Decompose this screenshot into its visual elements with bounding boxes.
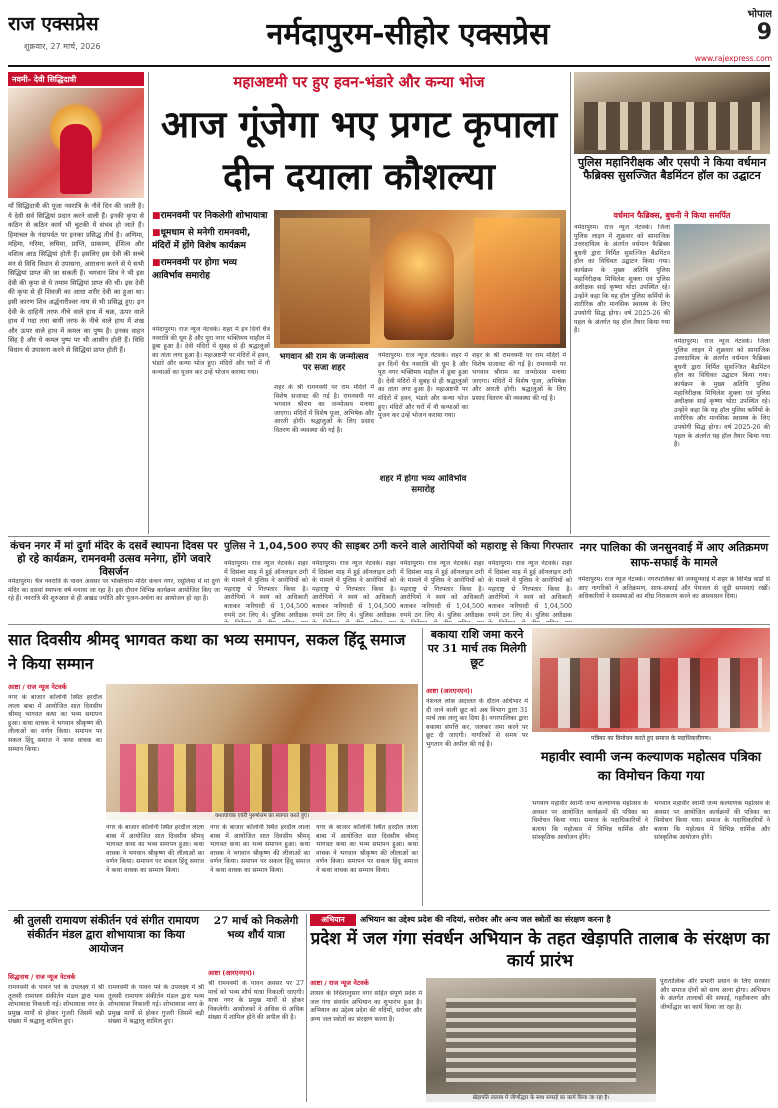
mahavir-body-col1: भगवान महावीर स्वामी जन्म कल्याणक महोत्सव के अवसर पर आयोजित कार्यक्रमों की पत्रिका का विमोचन किया गया। समाज के पदाधिकारियों ने बताया कि महोत्सव में विभिन्न धार्मिक और सांस्कृतिक आयोजन होंगे।: [532, 800, 648, 842]
brand-logo: राज एक्सप्रेस: [8, 13, 99, 35]
lead-photo: [274, 210, 566, 348]
bhagwat-body-col4: नगर के बाजार कॉलोनी स्थित हरदौल लाला बाबा में आयोजित सात दिवसीय श्रीमद् भागवत कथा का भव्य समापन हुआ। कथा वाचक ने भगवान श्रीकृष्ण की लीलाओं का वर्णन किया। समापन पर सकल हिंदू समाज ने कथा वाचक का सम्मान किया।: [316, 824, 418, 874]
lead-bullets: [152, 210, 270, 322]
bhagwat-photo-crowd: [120, 744, 404, 814]
cyber-body-col4: नर्मदापुरम। राज न्यूज नेटवर्क। शहर में दिसंबर माह में हुई ऑनलाइन ठगी के मामले में पुलिस ने आरोपियों को महाराष्ट्र से गिरफ्तार किया है। आरोपियों ने स्वयं को अधिकारी बताकर फरियादी से 1,04,500 रुपये ठग लिए थे। पुलिस अधीक्षक: [488, 560, 572, 619]
dues-body: नेशनल लोक अदालत के दौरान अधिभार में दी जाने वाली छूट को अब विभाग द्वारा 31 मार्च तक लागू कर दिया है। नगरपालिका द्वारा बकाया संपत्ति कर, जलकर जमा करने पर छूट दी जाएगी। नागरिकों से समय पर भुगतान की अपील की गई है।: [426, 698, 528, 748]
cyber-body-col1: नर्मदापुरम। राज न्यूज नेटवर्क। शहर में दिसंबर माह में हुई ऑनलाइन ठगी के मामले में पुलिस ने आरोपियों को महाराष्ट्र से गिरफ्तार किया है। आरोपियों ने स्वयं को अधिकारी बताकर फरियादी से 1,04,500 रुपये ठग लिए थे। पुलिस अधीक्षक: [224, 560, 308, 619]
police-photo: [574, 72, 770, 154]
lead-bullet: ■ रामनवमी पर होगा भव्य आविर्भाव समारोह: [152, 257, 270, 283]
mahavir-photo-people: [540, 658, 762, 728]
lead-photo-idol: [384, 230, 454, 340]
goddess-image: [8, 88, 144, 198]
edition-title: नर्मदापुरम-सीहोर एक्सप्रेस: [266, 17, 550, 52]
lead-body-col3: शहर के श्री रामनवमी पर राम मंदिरों में विशेष सजावट की गई है। रामनवमी पर भगवान श्रीराम का जन्मोत्सव मनाया जाएगा। मंदिरों में विशेष पूजा, अभिषेक और आरती होगी। श्रद्धालुओं के लिए प्रसाद वितरण की व्यवस्था की गई है।: [274, 384, 374, 434]
jal-photo-steps: [446, 998, 636, 1082]
lead-body-col5: शहर के श्री रामनवमी पर राम मंदिरों में विशेष सजावट की गई है। रामनवमी पर भगवान श्रीराम का जन्मोत्सव मनाया जाएगा। मंदिरों में विशेष पूजा, अभिषेक और आरती होगी। श्रद्धालुओं के लिए प्रसाद वितरण की व्यवस्था की गई है।: [472, 352, 566, 402]
police-body-col1: नर्मदापुरम। राज न्यूज नेटवर्क। जिला पुलिस लाइन में शुक्रवार को सामाजिक उत्तरदायित्व के अंतर्गत वर्धमान फैब्रिक्स बुधनी द्वारा निर्मित सुसज्जित बैडमिंटन हॉल का विधिवत उद्घाटन किया गया। कार्यक्रम के मुख्य अतिथि पुलिस महानिरीक्षक मिथिलेश शुक्ला एवं पुलिस अधीक्षक साई कृष्णा थोटा उपस्थित रहे। उन्होंने कहा कि यह हॉल पुलिस कर्मियों के शारीरिक और मानसिक स्वास्थ्य के लिए उपयोगी सिद्ध होगा। वर्ष 2025-26 की पहल के अंतर्गत यह हॉल तैयार किया गया है।: [574, 224, 670, 335]
issue-date: शुक्रवार, 27 मार्च, 2026: [24, 42, 101, 51]
jal-tag: अभियान: [310, 914, 356, 926]
bhagwat-body-col2: नगर के बाजार कॉलोनी स्थित हरदौल लाला बाबा में आयोजित सात दिवसीय श्रीमद् भागवत कथा का भव्य समापन हुआ। कथा वाचक ने भगवान श्रीकृष्ण की लीलाओं का वर्णन किया। समापन पर सकल हिंदू समाज ने कथा वाचक का सम्मान किया।: [106, 824, 204, 874]
left-column-text: माँ सिद्धिदात्री की पूजा नवरात्रि के नौवें दिन की जाती है। ये देवी सर्व सिद्धियां प्रदान करने वाली हैं। इनकी कृपा से कठिन से कठिन कार्य भी चुटकी में संभव हो जाते हैं। हिमाचल के नंदापर्वत पर इनका प्रसिद्ध तीर्थ है। अणिमा, महिमा, गरिमा, लघिमा, प्राप्ति, प्राकाम्य, ईशित्व और वशित्व आठ सिद्धियां होती हैं। इसलिए इस देवी की सच्चे मन से विधि विधान से उपासना, आराधना करने से ये सभी सिद्धियां प्राप्त की जा सकती हैं। भगवान शिव ने भी इस देवी की कृपा से ये तमाम सिद्धियां प्राप्त की थीं। इस देवी की कृपा से ही शिवजी का आधा शरीर देवी का हुआ था। इसी कारण शिव अर्द्धनारीश्वर नाम से भी प्रसिद्ध हुए। इन देवी के दाहिनी तरफ नीचे वाले हाथ में चक्र, ऊपर वाले हाथ में गदा तथा बायीं तरफ के नीचे वाले हाथ में शंख और ऊपर वाले हाथ में कमल का पुष्प है। इनका वाहन सिंह है और ये कमल पुष्प पर भी आसीन होती हैं। विधि विधान से उपासना करने से सिद्धियां प्राप्त होती हैं।: [8, 202, 144, 354]
mahavir-body-col2: भगवान महावीर स्वामी जन्म कल्याणक महोत्सव के अवसर पर आयोजित कार्यक्रमों की पत्रिका का विमोचन किया गया। समाज के पदाधिकारियों ने बताया कि महोत्सव में विभिन्न धार्मिक और सांस्कृतिक आयोजन होंगे।: [654, 800, 770, 842]
mahavir-photo: [532, 628, 770, 732]
mahavir-headline: महावीर स्वामी जन्म कल्याणक महोत्सव पत्रिका का विमोचन किया गया: [540, 750, 762, 784]
dues-dateline: आष्टा (आरएनएन)।: [426, 687, 473, 695]
cyber-body-col3: नर्मदापुरम। राज न्यूज नेटवर्क। शहर में दिसंबर माह में हुई ऑनलाइन ठगी के मामले में पुलिस ने आरोपियों को महाराष्ट्र से गिरफ्तार किया है। आरोपियों ने स्वयं को अधिकारी बताकर फरियादी से 1,04,500 रुपये ठग लिए थे। पुलिस अधीक्षक: [400, 560, 484, 619]
shaurya-body: श्री रामनवमी के पावन अवसर पर 27 मार्च को भव्य शौर्य यात्रा निकाली जाएगी। यात्रा नगर के प्रमुख मार्गों से होकर निकलेगी। आयोजकों ने अधिक से अधिक संख्या में शामिल होने की अपील की है।: [208, 980, 304, 1022]
left-column-kicker: नवमी- देवी सिद्धिदात्री: [8, 72, 144, 86]
lead-kicker: महाअष्टमी पर हुए हवन-भंडारे और कन्या भोज: [233, 73, 485, 91]
police-photo-people: [584, 102, 760, 150]
police-photo-2: [674, 224, 770, 334]
bhagwat-body-col3: नगर के बाजार कॉलोनी स्थित हरदौल लाला बाबा में आयोजित सात दिवसीय श्रीमद् भागवत कथा का भव्य समापन हुआ। कथा वाचक ने भगवान श्रीकृष्ण की लीलाओं का वर्णन किया। समापन पर सकल हिंदू समाज ने कथा वाचक का सम्मान किया।: [210, 824, 310, 874]
masthead: [0, 0, 778, 70]
cyber-body-col2: नर्मदापुरम। राज न्यूज नेटवर्क। शहर में दिसंबर माह में हुई ऑनलाइन ठगी के मामले में पुलिस ने आरोपियों को महाराष्ट्र से गिरफ्तार किया है। आरोपियों ने स्वयं को अधिकारी बताकर फरियादी से 1,04,500 रुपये ठग लिए थे। पुलिस अधीक्षक: [312, 560, 396, 619]
navratri-body: नर्मदापुरम। चैत्र नवरात्रि के पावन अवसर पर भक्तिधाम मंदिर कंचन नगर, रसूलिया में मां दुर्गा मंदिर का दसवां स्थापना वर्ष मनाया जा रहा है। इस दौरान विभिन्न कार्यक्रम आयोजित किए जा रहे हैं। नवरात्रि की शुरुआत से ही अखंड ज्योति और पूजन-अर्चना का आयोजन हो रहा है।: [8, 578, 220, 603]
lead-photo-shrine: [474, 218, 560, 344]
city-label: भोपाल: [747, 9, 772, 20]
page-number: 9: [756, 20, 772, 45]
goddess-figure: [60, 124, 92, 194]
lead-bullet: ■ धूमधाम से मनेगी रामनवमी, मंदिरों में होंगे विशेष कार्यक्रम: [152, 227, 270, 253]
dues-headline: बकाया राशि जमा करने पर 31 मार्च तक मिलेगी छूट: [427, 628, 527, 669]
jal-body: शासन के निर्देशानुसार नगर सहित संपूर्ण प्रदेश में जल गंगा संवर्धन अभियान का शुभारंभ हुआ है। अभियान का उद्देश्य प्रदेश की नदियों, सरोवर और अन्य जल स्त्रोतों का संरक्षण करना है।: [310, 990, 422, 1023]
shaurya-dateline: आष्टा (आरएनएन)।: [208, 969, 255, 977]
lead-subhead: शहर में होगा भव्य आविर्भाव समारोह: [379, 474, 467, 495]
bhagwat-body: नगर के बाजार कॉलोनी स्थित हरदौल लाला बाबा में आयोजित सात दिवसीय श्रीमद् भागवत कथा का भव्य समापन हुआ। कथा वाचक ने भगवान श्रीकृष्ण की लीलाओं का वर्णन किया। समापन पर सकल हिंदू समाज ने कथा वाचक का सम्मान किया।: [8, 694, 102, 753]
navratri-headline: कंचन नगर में मां दुर्गा मंदिर के दसवें स्थापना दिवस पर हो रहे कार्यक्रम, रामनवमी उत्सव मनेगा, होंगे जवारे विसर्जन: [10, 540, 218, 578]
bhagwat-photo: [106, 684, 418, 820]
lead-body-col4: नर्मदापुरम। राज न्यूज नेटवर्क। शहर में इन दिनों चैत्र नवरात्रि की धूम है और पूरा नगर भक्तिमय माहौल में डूबा हुआ है। देवी मंदिरों में सुबह से ही श्रद्धालुओं का तांता लगा हुआ है। महाअष्टमी पर मंदिरों में हवन, भंडारे और कन्या भोज हुए। मंदिरों और घरों में नौ कन्याओं का पूजन कर उन्हें भोजन कराया गया।: [378, 352, 468, 420]
jal-headline: प्रदेश में जल गंगा संवर्धन अभियान के तहत खेड़ापति तालाब के संरक्षण का कार्य प्रारंभ: [310, 929, 770, 971]
tulsi-dateline: सिद्धनाथ / राज न्यूज नेटवर्क: [8, 973, 76, 981]
mahavir-photo-caption: पत्रिका का विमोचन करते हुए समाज के पदाधिकारीगण।: [591, 735, 711, 742]
lead-bullet: ■ रामनवमी पर निकलेगी शोभायात्रा: [152, 210, 270, 223]
tulsi-body-col1: रामनवमी के पावन पर्व के उपलक्ष्य में श्री तुलसी रामायण संकीर्तन मंडल द्वारा भव्य शोभायात्रा निकाली गई। शोभायात्रा नगर के प्रमुख मार्गों से होकर गुजरी जिसमें बड़ी संख्या में श्रद्धालु शामिल हुए।: [8, 984, 104, 1026]
jal-dateline: आष्टा / राज न्यूज नेटवर्क: [310, 979, 369, 987]
police-headline: पुलिस महानिरीक्षक और एसपी ने किया वर्धमान फैब्रिक्स सुसज्जित बैडमिंटन हॉल का उद्घाटन: [577, 156, 767, 182]
tulsi-body-col2: रामनवमी के पावन पर्व के उपलक्ष्य में श्री तुलसी रामायण संकीर्तन मंडल द्वारा भव्य शोभायात्रा निकाली गई। शोभायात्रा नगर के प्रमुख मार्गों से होकर गुजरी जिसमें बड़ी संख्या में श्रद्धालु शामिल हुए।: [108, 984, 204, 1026]
bhagwat-headline: सात दिवसीय श्रीमद् भागवत कथा का भव्य समापन, सकल हिंदू समाज ने किया सम्मान: [8, 630, 406, 673]
lead-photo-caption: भगवान श्री राम के जन्मोत्सव पर सजा शहर: [279, 352, 369, 373]
municipal-headline: नगर पालिका की जनसुनवाई में आए अतिक्रमण साफ-सफाई के मामले: [579, 541, 769, 569]
bhagwat-dateline: आष्टा / राज न्यूज नेटवर्क: [8, 683, 67, 691]
shaurya-headline: 27 मार्च को निकलेगी भव्य शौर्य यात्रा: [213, 915, 299, 941]
bhagwat-photo-caption: कथावाचक एवंरी पुरुषोत्तम का स्वागत करते हुए।: [106, 812, 418, 820]
lead-photo-shrine-left: [280, 218, 370, 344]
cyber-headline: पुलिस ने 1,04,500 रुपए की साइबर ठगी करने वाले आरोपियों को महाराष्ट्र से किया गिरफ्तार: [224, 541, 573, 552]
police-subhead: वर्धमान फैब्रिक्स, बुधनी ने किया समर्पित: [613, 211, 731, 220]
tulsi-headline: श्री तुलसी रामायण संकीर्तन एवं संगीत रामायण संकीर्तन मंडल द्वारा शोभायात्रा का किया आयोजन: [13, 914, 199, 955]
website[interactable]: www.rajexpress.com: [694, 54, 772, 63]
jal-photo: [426, 978, 656, 1102]
jal-kicker: अभियान का उद्देश्य प्रदेश की नदियां, सरोवर और अन्य जल स्त्रोतों का संरक्षण करना है: [360, 915, 611, 924]
police-body-col2: नर्मदापुरम। राज न्यूज नेटवर्क। जिला पुलिस लाइन में शुक्रवार को सामाजिक उत्तरदायित्व के अंतर्गत वर्धमान फैब्रिक्स बुधनी द्वारा निर्मित सुसज्जित बैडमिंटन हॉल का विधिवत उद्घाटन किया गया। कार्यक्रम के मुख्य अतिथि पुलिस महानिरीक्षक मिथिलेश शुक्ला एवं पुलिस अधीक्षक साई कृष्णा थोटा उपस्थित रहे। उन्होंने कहा कि यह हॉल पुलिस कर्मियों के शारीरिक और मानसिक स्वास्थ्य के लिए उपयोगी सिद्ध होगा। वर्ष 2025-26 की पहल के अंतर्गत यह हॉल तैयार किया गया है।: [674, 338, 770, 449]
jal-body-col2: पुरातात्विक और प्रभारी प्रधान के लिए सरकार और समाज दोनों को साथ आना होगा। अभियान के अंतर्गत तालाबों की सफाई, गहरीकरण और जीर्णोद्धार का कार्य किया जा रहा है।: [660, 978, 770, 1011]
jal-photo-caption: खेड़ापति तालाब में जीर्णोद्धार के साथ सफाई का कार्य किया जा रहा है।: [426, 1094, 656, 1102]
lead-headline: आज गूंजेगा भए प्रगट कृपाला दीन दयाला कौशल्या: [160, 102, 558, 198]
lead-body: नर्मदापुरम। राज न्यूज नेटवर्क। शहर में इन दिनों चैत्र नवरात्रि की धूम है और पूरा नगर भक्तिमय माहौल में डूबा हुआ है। देवी मंदिरों में सुबह से ही श्रद्धालुओं का तांता लगा हुआ है। महाअष्टमी पर मंदिरों में हवन, भंडारे और कन्या भोज हुए। मंदिरों और घरों में नौ कन्याओं का पूजन कर उन्हें भोजन कराया गया।: [152, 326, 270, 376]
municipal-body: नर्मदापुरम। राज न्यूज नेटवर्क। नगरपालिका की जनसुनवाई में शहर के विभिन्न वार्डों से आए नागरिकों ने अतिक्रमण, साफ-सफाई और पेयजल से जुड़ी समस्याएं रखीं। अधिकारियों ने समस्याओं का शीघ्र निराकरण करने का आश्वासन दिया।: [578, 576, 770, 601]
